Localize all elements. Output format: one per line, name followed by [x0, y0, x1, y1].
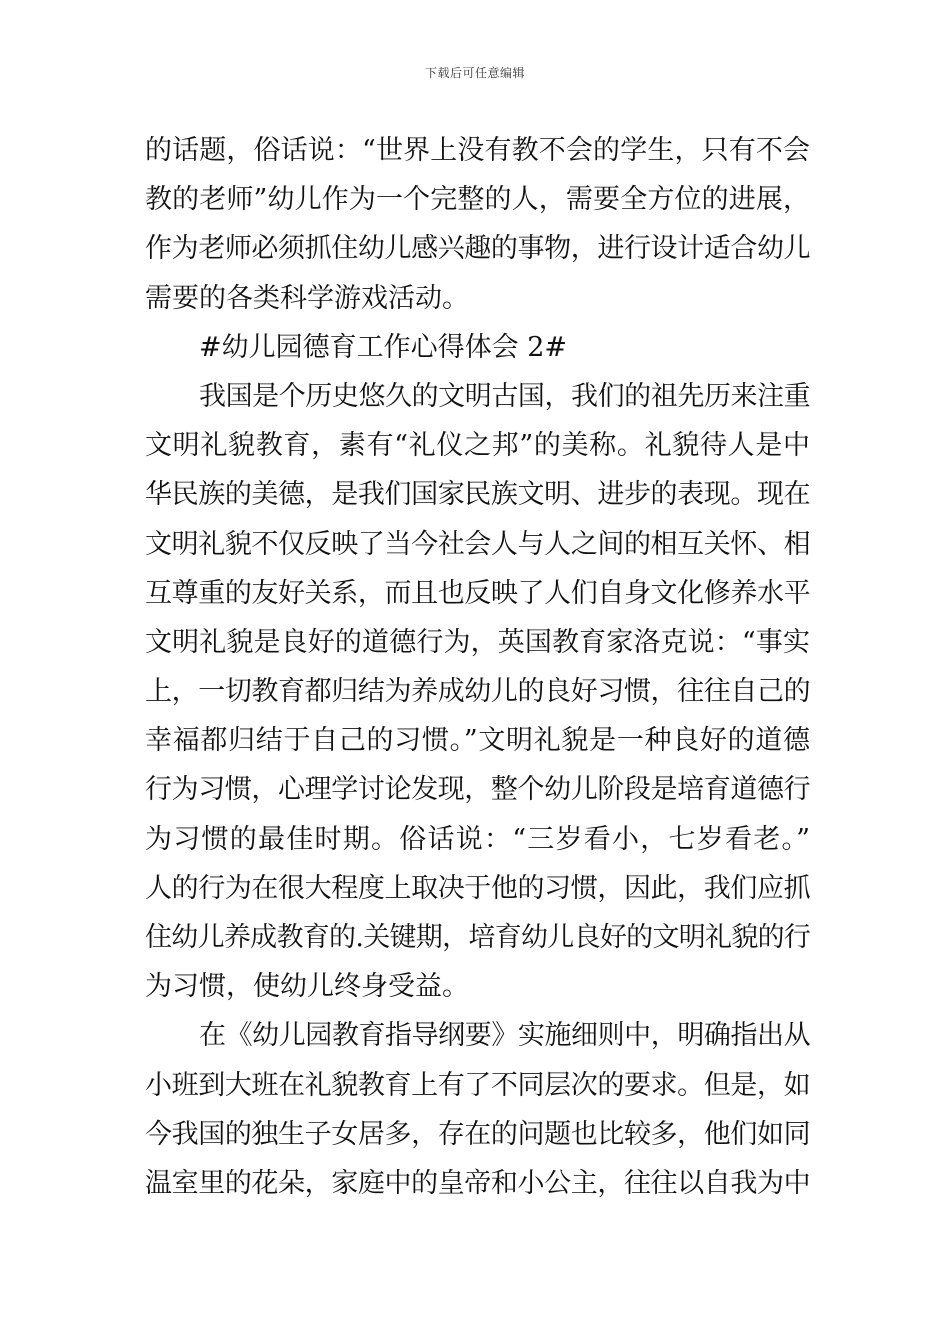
- text-line: 幸福都归结于自己的习惯。”文明礼貌是一种良好的道德: [145, 725, 810, 757]
- section-heading: #幼儿园德育工作心得体会 2#: [199, 331, 568, 363]
- text-line: 文明礼貌是良好的道德行为，英国教育家洛克说：“事实: [145, 626, 810, 658]
- text-line: 小班到大班在礼貌教育上有了不同层次的要求。但是，如: [145, 1069, 810, 1101]
- text-line: 文明礼貌不仅反映了当今社会人与人之间的相互关怀、相: [145, 528, 810, 560]
- text-line: 为习惯的最佳时期。俗话说：“三岁看小，七岁看老。”: [145, 823, 810, 855]
- page-header: 下载后可任意编辑: [424, 66, 525, 80]
- text-line: 教的老师”幼儿作为一个完整的人，需要全方位的进展，: [145, 184, 810, 216]
- text-line: 文明礼貌教育，素有“礼仪之邦”的美称。礼貌待人是中: [145, 430, 810, 462]
- text-line: 在《幼儿园教育指导纲要》实施细则中，明确指出从: [199, 1020, 810, 1052]
- text-line: 需要的各类科学游戏活动。: [145, 282, 469, 314]
- text-line: 上，一切教育都归结为养成幼儿的良好习惯，往往自己的: [145, 676, 810, 708]
- text-line: 作为老师必须抓住幼儿感兴趣的事物，进行设计适合幼儿: [145, 233, 810, 265]
- document-body: [145, 126, 810, 1208]
- text-line: 为习惯，使幼儿终身受益。: [145, 971, 469, 1003]
- text-line: 我国是个历史悠久的文明古国，我们的祖先历来注重: [199, 380, 810, 412]
- text-line: 互尊重的友好关系，而且也反映了人们自身文化修养水平: [145, 577, 810, 609]
- text-line: 的话题，俗话说：“世界上没有教不会的学生，只有不会: [145, 135, 810, 166]
- text-line: 人的行为在很大程度上取决于他的习惯，因此，我们应抓: [145, 872, 810, 904]
- text-line: 今我国的独生子女居多，存在的问题也比较多，他们如同: [145, 1118, 810, 1150]
- text-line: 行为习惯，心理学讨论发现，整个幼儿阶段是培育道德行: [145, 774, 810, 806]
- text-line: 华民族的美德，是我们国家民族文明、进步的表现。现在: [145, 479, 810, 511]
- text-line: 温室里的花朵，家庭中的皇帝和小公主，往往以自我为中: [145, 1167, 810, 1199]
- text-line: 住幼儿养成教育的.关键期，培育幼儿良好的文明礼貌的行: [145, 922, 810, 953]
